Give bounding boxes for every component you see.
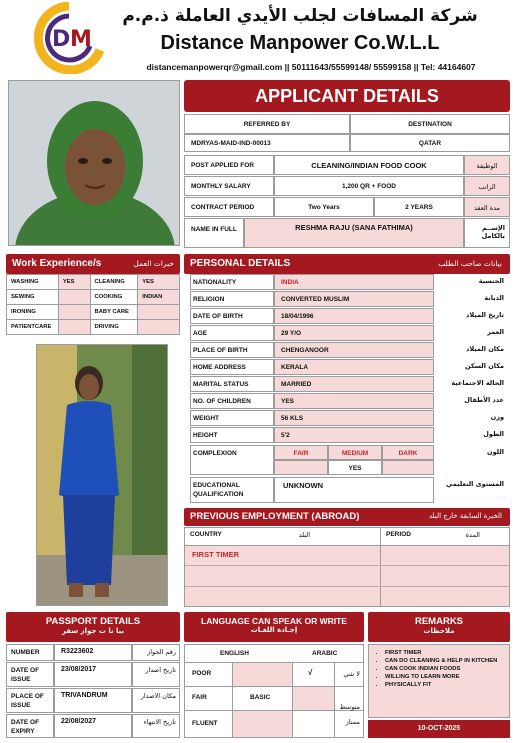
personal-label-ar: العمر (487, 328, 504, 336)
english-label: ENGLISH (220, 650, 249, 657)
reference-number: MDRYAS-MAID-IND-00013 (184, 134, 350, 152)
personal-value: 18/04/1996 (274, 308, 434, 324)
applicant-name: RESHMA RAJU (SANA FATHIMA) (244, 218, 464, 248)
remarks-date: 10-OCT-2025 (368, 720, 510, 738)
personal-label-ar: الديانة (484, 294, 504, 302)
personal-details-title: PERSONAL DETAILS (190, 258, 291, 269)
lang-grid-h2 (185, 686, 363, 687)
personal-value: CHENGANOOR (274, 342, 434, 358)
work-experience-table (6, 274, 180, 335)
post-value: CLEANING/INDIAN FOOD COOK (274, 155, 464, 175)
work-skill-label: SEWING (7, 290, 59, 305)
remark-item: • CAN DO CLEANING & HELP IN KITCHEN (385, 657, 505, 665)
passport-row (6, 662, 180, 687)
work-skill-value (138, 320, 180, 335)
complexion-label: COMPLEXION (190, 445, 274, 475)
complexion-medium-label: MEDIUM (341, 450, 369, 457)
complexion-dark (382, 445, 434, 460)
work-skill-value (138, 305, 180, 320)
work-skill-value: YES (138, 275, 180, 290)
passport-label-ar: مكان الاصدار (132, 688, 180, 713)
poor-label-ar: لا شي (343, 670, 360, 678)
language-header (184, 612, 364, 642)
remarks-title-ar: ملاحظات (423, 627, 455, 635)
fluent-label: FLUENT (192, 720, 218, 727)
complexion-dark-value (382, 460, 434, 475)
remark-item: • FIRST TIMER (385, 649, 505, 657)
contract-value: 2 YEARS (374, 197, 464, 217)
company-contact: distancemanpowerqr@gmail.com || 50111643/55599148/ 55599158 || Tel: 44164607 (146, 62, 476, 72)
personal-value: MARRIED (274, 376, 434, 392)
complexion-fair (274, 445, 328, 460)
fair-label-ar: متوسط (339, 703, 360, 711)
fair-english-value: BASIC (250, 694, 271, 701)
passport-label: DATE OF EXPIRY (6, 714, 54, 738)
personal-row (190, 427, 504, 443)
remark-item: • PHYSICALLY FIT (385, 681, 505, 689)
personal-value: 5'2 (274, 427, 434, 443)
work-experience-header (6, 254, 180, 274)
fair-label: FAIR (192, 694, 207, 701)
lang-poor-english-cell (233, 663, 292, 686)
passport-label-ar: تاريخ اصدار (132, 662, 180, 687)
contract-value-words: Two Years (274, 197, 374, 217)
applicant-face-photo (8, 80, 180, 246)
personal-value: CONVERTED MUSLIM (274, 291, 434, 307)
passport-value: R3223602 (54, 644, 132, 661)
personal-value: INDIA (274, 274, 434, 290)
personal-row (190, 376, 504, 392)
company-name-english: Distance Manpower Co.W.L.L (160, 32, 440, 54)
lang-fair-arabic-cell (293, 687, 334, 710)
personal-label: HOME ADDRESS (190, 359, 274, 375)
personal-label-ar: الحالة الاجتماعية (451, 379, 504, 387)
personal-row (190, 410, 504, 426)
personal-details-title-ar: بيانات صاحب الطلب (438, 259, 502, 268)
remarks-header (368, 612, 510, 642)
work-row (7, 275, 180, 290)
education-value: UNKNOWN (274, 477, 434, 503)
remarks-title: REMARKS (414, 616, 464, 627)
lang-grid-v3 (334, 662, 335, 738)
education-label-ar: المستوى التعليمي (446, 480, 504, 488)
passport-value: TRIVANDRUM (54, 688, 132, 713)
company-logo (30, 2, 108, 74)
complexion-medium-value: YES (328, 460, 382, 475)
work-skill-value (58, 305, 90, 320)
referred-by-label: REFERRED BY (184, 114, 350, 134)
language-title: LANGUAGE CAN SPEAK OR WRITE (201, 616, 347, 626)
remarks-list (369, 645, 509, 689)
passport-row (6, 714, 180, 738)
passport-row (6, 688, 180, 713)
salary-value: 1,200 QR + FOOD (274, 176, 464, 196)
passport-label: DATE OF ISSUE (6, 662, 54, 687)
fluent-label-ar: ممتاز (345, 718, 360, 726)
work-skill-label: BABY CARE (90, 305, 138, 320)
applicant-full-photo (36, 344, 168, 606)
work-skill-label: PATIENTCARE (7, 320, 59, 335)
personal-row (190, 274, 504, 290)
work-skill-value (58, 320, 90, 335)
personal-label: RELIGION (190, 291, 274, 307)
work-row (7, 290, 180, 305)
work-skill-label: WASHING (7, 275, 59, 290)
country-label-ar: البلد (298, 531, 310, 539)
name-label-ar: الإســم بالكامل (464, 218, 510, 248)
personal-label: NATIONALITY (190, 274, 274, 290)
personal-row (190, 325, 504, 341)
passport-label-ar: رقم الجواز (132, 644, 180, 661)
destination-label: DESTINATION (350, 114, 510, 134)
passport-value: 22/08/2027 (54, 714, 132, 738)
personal-label-ar: مكان الميلاد (465, 345, 504, 353)
personal-row (190, 308, 504, 324)
arabic-label: ARABIC (312, 650, 338, 657)
remarks-box (368, 644, 510, 718)
personal-label: WEIGHT (190, 410, 274, 426)
work-skill-value (58, 290, 90, 305)
complexion-fair-label: FAIR (293, 450, 309, 457)
passport-label: NUMBER (6, 644, 54, 661)
name-label: NAME IN FULL (184, 218, 244, 248)
previous-grid-row-2 (185, 586, 509, 587)
previous-grid-row-1 (185, 565, 509, 566)
passport-title-ar: بيا نا ت جواز سفر (61, 627, 125, 635)
personal-details-header (184, 254, 510, 274)
work-skill-value: YES (58, 275, 90, 290)
company-name-arabic: شركة المسافات لجلب الأيدي العاملة ذ.م.م (122, 6, 478, 26)
contract-label: CONTRACT PERIOD (184, 197, 274, 217)
remark-item: • WILLING TO LEARN MORE (385, 673, 505, 681)
country-label: COUNTRY (190, 531, 222, 538)
post-label-ar: الوظيفة (464, 155, 510, 175)
personal-label-ar: تاريخ الميلاد (466, 311, 504, 319)
personal-label: DATE OF BIRTH (190, 308, 274, 324)
svg-text:M: M (70, 27, 92, 52)
svg-text:D: D (52, 27, 71, 52)
complexion-dark-label: DARK (398, 450, 418, 457)
passport-label-ar: تاريخ الانتهاء (132, 714, 180, 738)
complexion-label-ar: اللون (487, 448, 504, 456)
destination-value: QATAR (350, 134, 510, 152)
personal-row (190, 342, 504, 358)
passport-header (6, 612, 180, 642)
personal-row (190, 291, 504, 307)
passport-value: 23/08/2017 (54, 662, 132, 687)
personal-value: 56 KLS (274, 410, 434, 426)
work-experience-title: Work Experience/s (12, 258, 102, 269)
poor-arabic-check: √ (308, 668, 313, 677)
complexion-fair-value (274, 460, 328, 475)
personal-label-ar: مكان السكن (465, 362, 504, 370)
language-title-ar: إجـادة اللغـات (250, 626, 298, 634)
personal-label: PLACE OF BIRTH (190, 342, 274, 358)
first-timer-note: FIRST TIMER (192, 550, 240, 559)
work-row (7, 305, 180, 320)
personal-label-ar: الطول (483, 430, 504, 438)
applicant-details-title: APPLICANT DETAILS (184, 80, 510, 112)
passport-row (6, 644, 180, 661)
personal-label: AGE (190, 325, 274, 341)
lang-fluent-english-cell (233, 711, 292, 737)
personal-row (190, 359, 504, 375)
salary-label: MONTHLY SALARY (184, 176, 274, 196)
personal-value: KERALA (274, 359, 434, 375)
post-label: POST APPLIED FOR (184, 155, 274, 175)
personal-label: HEIGHT (190, 427, 274, 443)
personal-value: YES (274, 393, 434, 409)
remark-item: • CAN COOK INDIAN FOODS (385, 665, 505, 673)
personal-value: 29 Y/O (274, 325, 434, 341)
previous-grid (380, 527, 381, 607)
poor-label: POOR (192, 670, 212, 677)
previous-employment-title: PREVIOUS EMPLOYMENT (ABROAD) (190, 511, 360, 522)
work-skill-label: CLEANING (90, 275, 138, 290)
work-skill-label: DRIVING (90, 320, 138, 335)
work-skill-value: INDIAN (138, 290, 180, 305)
personal-label-ar: الجنسية (478, 277, 504, 285)
passport-label: PLACE OF ISSUE (6, 688, 54, 713)
salary-label-ar: الراتب (464, 176, 510, 196)
work-row (7, 320, 180, 335)
personal-label: MARITAL STATUS (190, 376, 274, 392)
passport-title: PASSPORT DETAILS (45, 616, 141, 627)
work-skill-label: IRONING (7, 305, 59, 320)
personal-label-ar: عدد الأطفال (464, 396, 504, 404)
personal-row (190, 393, 504, 409)
work-experience-title-ar: خبرات العمل (133, 259, 174, 268)
previous-employment-header (184, 508, 510, 526)
personal-label: NO. OF CHILDREN (190, 393, 274, 409)
contract-label-ar: مدة العقد (464, 197, 510, 217)
education-label: EDUCATIONAL QUALIFICATION (190, 477, 274, 503)
personal-label-ar: وزن (490, 413, 504, 421)
complexion-medium (328, 445, 382, 460)
work-skill-label: COOKING (90, 290, 138, 305)
period-label: PERIOD (386, 531, 411, 538)
period-label-ar: المدة (465, 531, 480, 539)
previous-employment-title-ar: الخبرة السابقة خارج البلد (428, 512, 502, 520)
